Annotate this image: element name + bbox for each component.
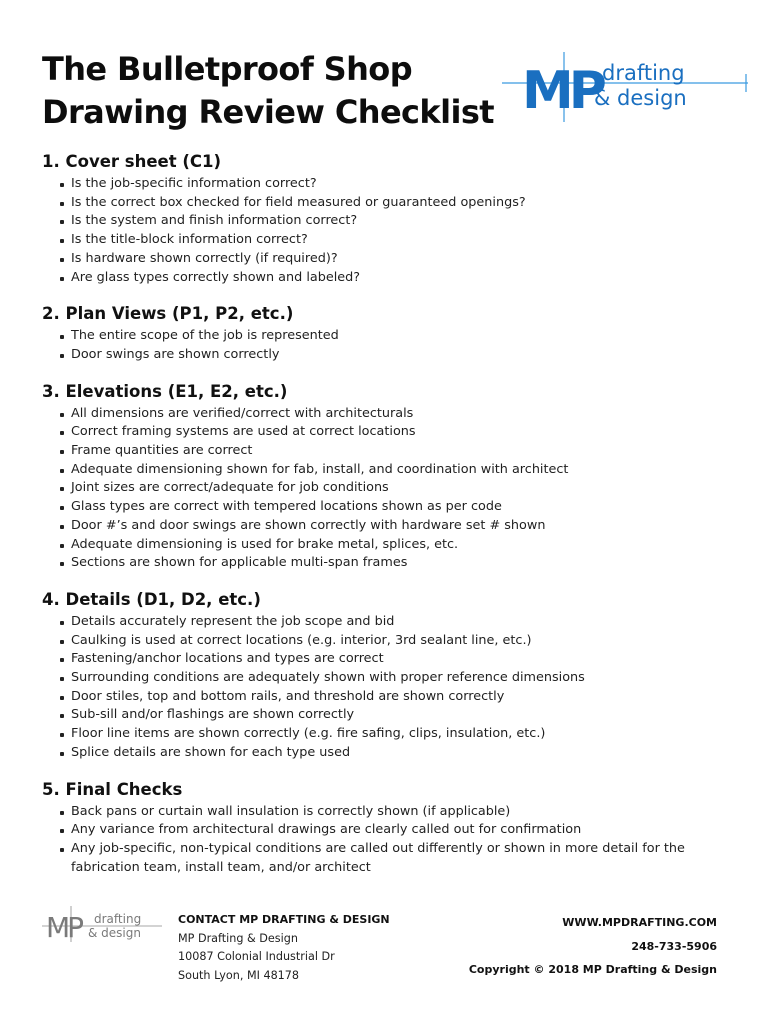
footer-contact [178,911,390,985]
address-line-2: South Lyon, MI 48178 [178,968,300,982]
checklist-item: Is the system and finish information correct? [60,212,742,231]
section-final-checks [42,778,742,878]
checklist-item: Door stiles, top and bottom rails, and threshold are shown correctly [60,688,742,707]
checklist-items [42,803,742,878]
checklist-item: Is hardware shown correctly (if required)? [60,250,742,269]
checklist-item: Adequate dimensioning shown for fab, install, and coordination with architect [60,461,742,480]
checklist-item: Adequate dimensioning is used for brake metal, splices, etc. [60,536,742,555]
section-plan-views [42,302,742,364]
section-title: 2. Plan Views (P1, P2, etc.) [42,304,294,324]
checklist-items [42,327,742,364]
logo-word-design: & design [594,86,687,110]
copyright: Copyright © 2018 MP Drafting & Design [468,963,717,976]
section-cover-sheet [42,150,742,287]
contact-heading: CONTACT MP DRAFTING & DESIGN [178,913,390,926]
checklist-item: Details accurately represent the job scope and bid [60,613,742,632]
checklist-item: Are glass types correctly shown and labeled? [60,269,742,288]
checklist-item: All dimensions are verified/correct with architecturals [60,405,742,424]
footer-logo [42,904,164,944]
checklist-items [42,613,742,763]
page-title [42,48,494,134]
checklist-item: Is the title-block information correct? [60,231,742,250]
section-title: 1. Cover sheet (C1) [42,152,222,171]
checklist [42,150,742,892]
footer-logo-word-design: & design [88,926,141,940]
logo-monogram: MP [522,61,602,121]
checklist-item: Frame quantities are correct [60,442,742,461]
checklist-item: Any job-specific, non-typical conditions are called out differently or shown in more detail for the fabrication team, install team, and/or architect [60,840,742,877]
checklist-item: Is the job-specific information correct? [60,175,742,194]
checklist-item: Sub-sill and/or flashings are shown correctly [60,706,742,725]
checklist-items [42,405,742,573]
footer-logo-monogram: MP [46,911,82,944]
address-line-1: 10087 Colonial Industrial Dr [178,950,335,963]
page-title-line-1: The Bulletproof Shop [42,50,413,88]
checklist-item: Glass types are correct with tempered locations shown as per code [60,498,742,517]
checklist-item: Floor line items are shown correctly (e.g. fire safing, clips, insulation, etc.) [60,725,742,744]
footer-right [469,911,717,982]
section-details [42,588,742,763]
checklist-item: Splice details are shown for each type used [60,744,742,763]
checklist-item: Surrounding conditions are adequately shown with proper reference dimensions [60,669,742,688]
checklist-item: Joint sizes are correct/adequate for job conditions [60,479,742,498]
checklist-item: Any variance from architectural drawings are clearly called out for confirmation [60,821,742,840]
checklist-item: Door swings are shown correctly [60,346,742,365]
checklist-item: Door #’s and door swings are shown correctly with hardware set # shown [60,517,742,536]
website-link[interactable]: WWW.MPDRAFTING.COM [562,916,717,929]
checklist-item: Correct framing systems are used at correct locations [60,423,742,442]
logo-word-drafting: drafting [602,61,685,85]
checklist-item: The entire scope of the job is represented [60,327,742,346]
section-title: 4. Details (D1, D2, etc.) [42,589,261,609]
checklist-item: Back pans or curtain wall insulation is correctly shown (if applicable) [60,803,742,822]
checklist-item: Caulking is used at correct locations (e.g. interior, 3rd sealant line, etc.) [60,632,742,651]
page-title-line-2: Drawing Review Checklist [42,93,494,131]
footer-logo-word-drafting: drafting [94,912,142,926]
checklist-items [42,175,742,287]
section-title: 5. Final Checks [42,779,183,799]
section-elevations [42,380,742,573]
section-title: 3. Elevations (E1, E2, etc.) [42,381,288,401]
company-name: MP Drafting & Design [178,931,298,945]
mp-drafting-logo [502,48,752,126]
phone-number: 248-733-5906 [631,939,717,953]
checklist-item: Fastening/anchor locations and types are correct [60,650,742,669]
checklist-item: Is the correct box checked for field measured or guaranteed openings? [60,194,742,213]
checklist-item: Sections are shown for applicable multi-span frames [60,554,742,573]
